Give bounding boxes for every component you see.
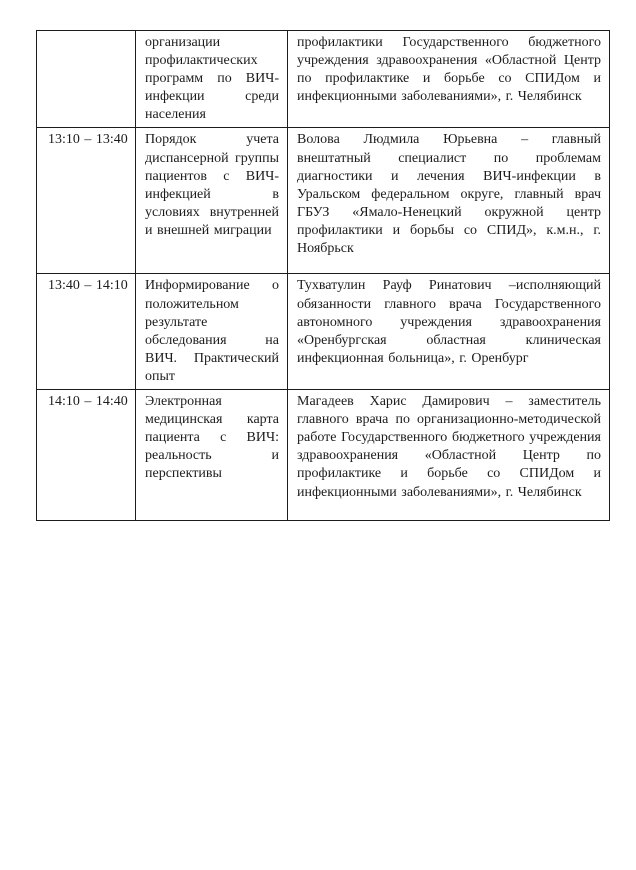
time-cell: 14:10 – 14:40 (37, 390, 136, 521)
speaker-cell: профилактики Государственного бюджетного учреждения здравоохранения «Областной Центр по профилактике и борьбе со СПИДом и инфекционными заболеваниями», г. Челябинск (288, 31, 610, 128)
topic-cell: Электронная медицинская карта пациента с ВИЧ: реальность и перспективы (136, 390, 288, 521)
speaker-cell: Магадеев Харис Дамирович – заместитель главного врача по организационно-методической работе Государственного бюджетного учреждения здравоохранения «Областной Центр по профилактике и борьбе со СПИДом и инфекционными заболеваниями», г. Челябинск (288, 390, 610, 521)
time-cell (37, 31, 136, 128)
time-cell: 13:10 – 13:40 (37, 128, 136, 274)
schedule-row (37, 31, 610, 128)
speaker-cell: Тухватулин Рауф Ринатович –исполняющий обязанности главного врача Государственного автономного учреждения здравоохранения «Оренбургская областная клиническая инфекционная больница», г. Оренбург (288, 274, 610, 390)
topic-cell: Порядок учета диспансерной группы пациентов с ВИЧ-инфекцией в условиях внутренней и внешней миграции (136, 128, 288, 274)
time-cell: 13:40 – 14:10 (37, 274, 136, 390)
schedule-row (37, 128, 610, 274)
topic-cell: организации профилактических программ по ВИЧ-инфекции среди населения (136, 31, 288, 128)
topic-cell: Информирование о положительном результате обследования на ВИЧ. Практический опыт (136, 274, 288, 390)
schedule-row (37, 390, 610, 521)
schedule-row (37, 274, 610, 390)
speaker-cell: Волова Людмила Юрьевна – главный внештатный специалист по проблемам диагностики и лечения ВИЧ-инфекции в Уральском федеральном округе, главный врач ГБУЗ «Ямало-Ненецкий окружной центр профилактики и борьбы со СПИД», к.м.н., г. Ноябрьск (288, 128, 610, 274)
schedule-table-body (37, 31, 610, 521)
schedule-table (36, 30, 610, 521)
